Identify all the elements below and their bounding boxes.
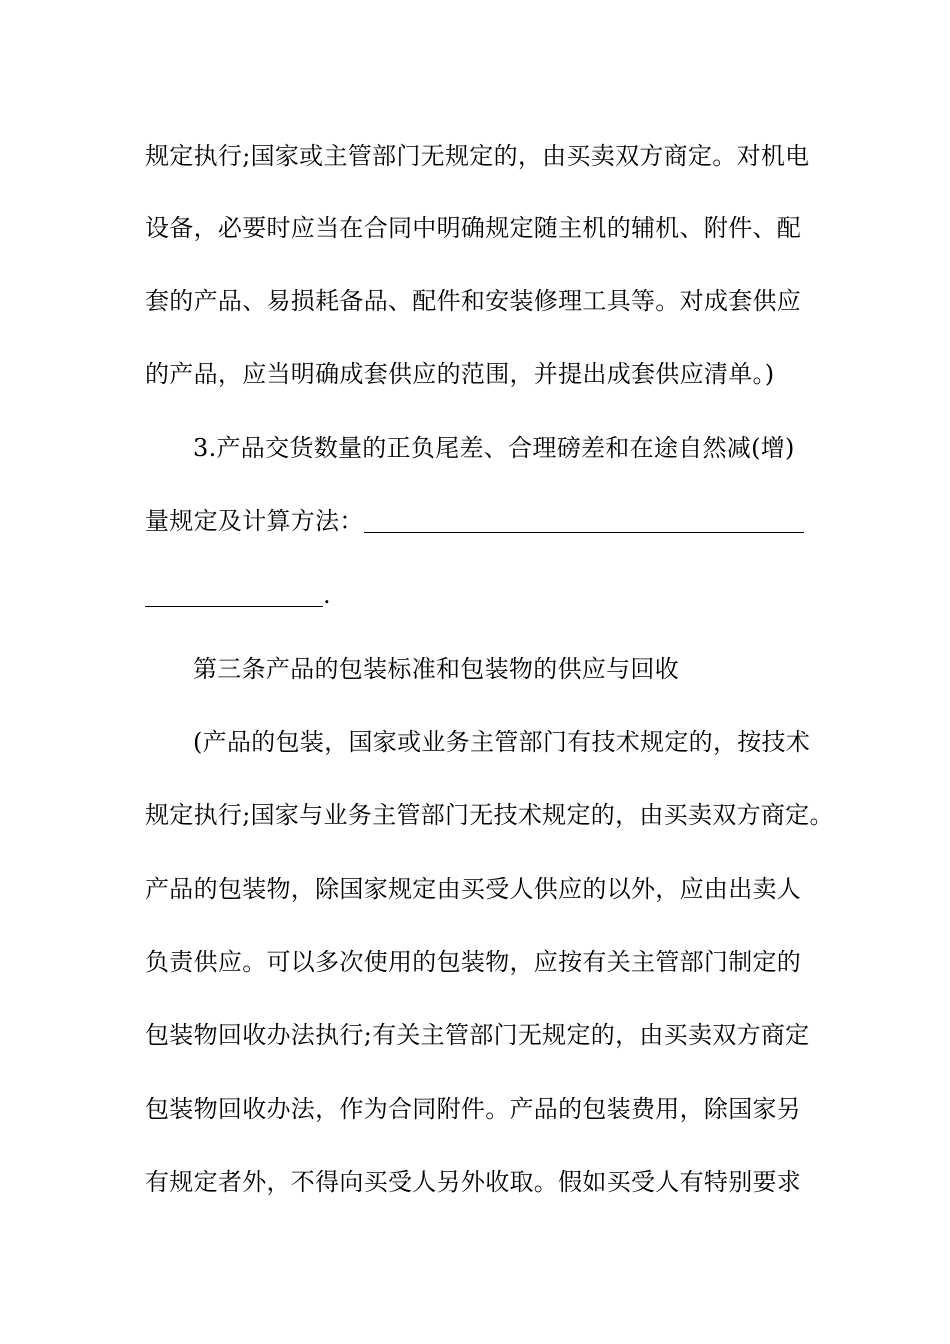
paragraph-line-3: 套的产品、易损耗备品、配件和安装修理工具等。对成套供应 [145, 287, 802, 315]
article-3-line-6: 包装物回收办法，作为合同附件。产品的包装费用，除国家另 [145, 1095, 802, 1123]
paragraph-line-2: 设备，必要时应当在合同中明确规定随主机的辅机、附件、配 [145, 214, 802, 242]
clause-3-line-2 [145, 506, 804, 536]
article-3-heading: 第三条产品的包装标准和包装物的供应与回收 [193, 655, 679, 683]
clause-3-line-3 [145, 580, 331, 610]
paragraph-line-1: 规定执行;国家或主管部门无规定的，由买卖双方商定。对机电 [145, 142, 810, 170]
fill-in-blank[interactable] [364, 510, 804, 533]
article-3-line-7: 有规定者外，不得向买受人另外收取。假如买受人有特别要求 [145, 1168, 802, 1196]
article-3-line-1: (产品的包装，国家或业务主管部门有技术规定的，按技术 [193, 728, 811, 756]
article-3-line-3: 产品的包装物，除国家规定由买受人供应的以外，应由出卖人 [145, 875, 802, 903]
paragraph-line-4: 的产品，应当明确成套供应的范围，并提出成套供应清单。) [145, 360, 775, 388]
article-3-line-5: 包装物回收办法执行;有关主管部门无规定的，由买卖双方商定 [145, 1021, 810, 1049]
calculation-method-label: 量规定及计算方法： [145, 507, 364, 535]
period-mark: . [323, 581, 331, 609]
article-3-line-4: 负责供应。可以多次使用的包装物，应按有关主管部门制定的 [145, 948, 802, 976]
fill-in-blank-continued[interactable] [145, 584, 323, 607]
article-3-line-2: 规定执行;国家与业务主管部门无技术规定的，由买卖双方商定。 [145, 801, 834, 829]
clause-3-line-1: 3.产品交货数量的正负尾差、合理磅差和在途自然减(增) [193, 434, 795, 462]
